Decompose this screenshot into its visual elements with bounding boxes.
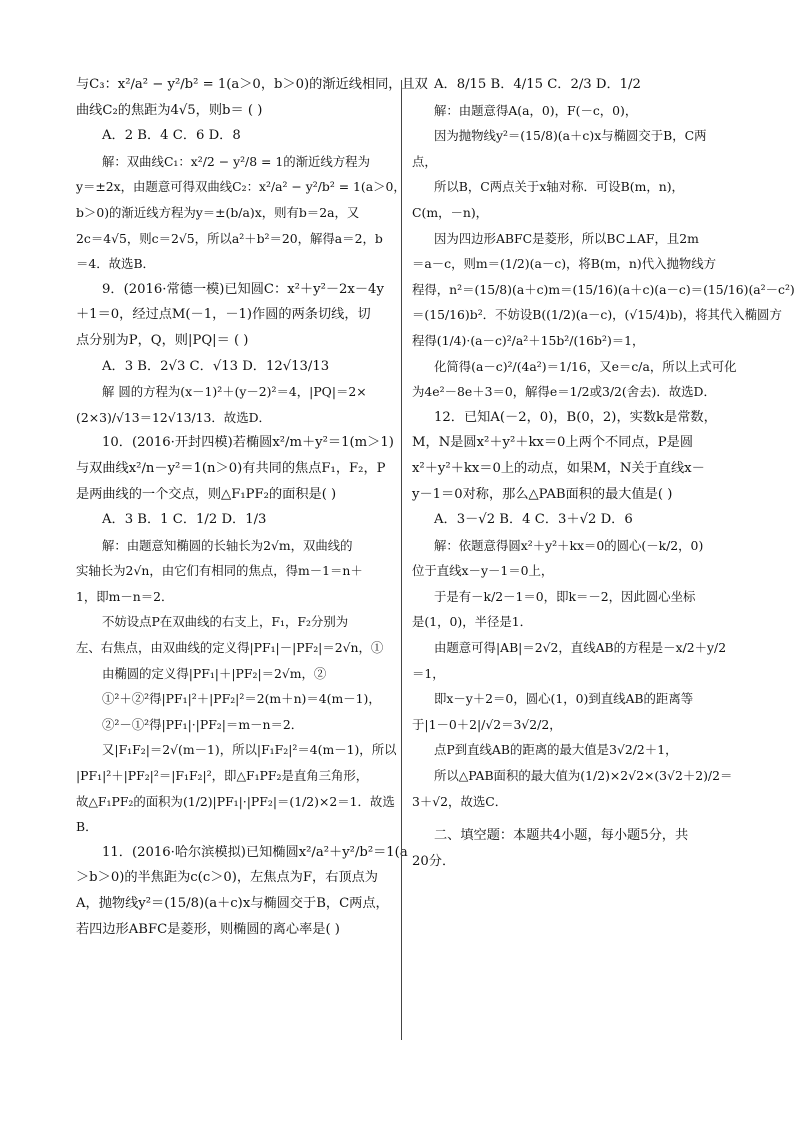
- solution-line: 是(1，0)，半径是1．: [412, 614, 533, 630]
- question-line: ＞b＞0)的半焦距为c(c＞0)，左焦点为F，右顶点为: [76, 870, 378, 886]
- solution-line: 为4e²－8e＋3＝0，解得e＝1/2或3/2(舍去)．故选D．: [412, 384, 716, 400]
- question-line: 二、填空题：本题共4小题，每小题5分，共: [434, 828, 689, 844]
- question-line: A．3 B．2√3 C．√13 D．12√13/13: [102, 358, 330, 374]
- solution-line: ②²－①²得|PF₁|·|PF₂|＝m－n＝2．: [102, 716, 304, 732]
- solution-line: 由椭圆的定义得|PF₁|＋|PF₂|＝2√m，②: [102, 665, 327, 681]
- question-line: A．8/15 B．4/15 C．2/3 D．1/2: [434, 77, 641, 92]
- question-line: ＋1＝0，经过点M(－1，－1)作圆的两条切线，切: [76, 307, 371, 323]
- question-line: 11．(2016·哈尔滨模拟)已知椭圆x²/a²＋y²/b²＝1(a: [102, 844, 408, 860]
- question-line: 若四边形ABFC是菱形，则椭圆的离心率是( ): [76, 921, 340, 937]
- solution-line: 解：依题意得圆x²＋y²＋kx＝0的圆心(－k/2，0): [434, 537, 704, 553]
- solution-line: 故△F₁PF₂的面积为(1/2)|PF₁|·|PF₂|＝(1/2)×2＝1．故选: [76, 793, 395, 809]
- solution-line: 2c＝4√5，则c＝2√5，所以a²＋b²＝20，解得a＝2，b: [76, 230, 383, 246]
- question-line: A．3 B．1 C．1/2 D．1/3: [102, 512, 267, 528]
- solution-line: 位于直线x－y－1＝0上，: [412, 563, 554, 579]
- solution-line: 程得，n²＝(15/8)(a＋c)m＝(15/16)(a＋c)(a－c)＝(15/16)(a²－c²): [412, 281, 795, 297]
- solution-line: B．: [76, 819, 98, 835]
- solution-line: ＝4．故选B．: [76, 256, 155, 272]
- question-line: A．2 B．4 C．6 D．8: [102, 128, 241, 144]
- question-line: 10．(2016·开封四模)若椭圆x²/m＋y²＝1(m＞1): [102, 435, 394, 451]
- solution-line: 点P到直线AB的距离的最大值是3√2/2＋1，: [434, 742, 678, 758]
- question-line: 曲线C₂的焦距为4√5，则b＝ ( ): [76, 102, 263, 118]
- solution-line: 3＋√2，故选C．: [412, 793, 508, 809]
- question-line: 点分别为P，Q，则|PQ|＝ ( ): [76, 332, 249, 348]
- question-line: M，N是圆x²＋y²＋kx＝0上两个不同点，P是圆: [412, 435, 694, 451]
- question-line: 20分．: [412, 853, 456, 869]
- question-line: A．3－√2 B．4 C．3＋√2 D．6: [434, 512, 633, 528]
- solution-line: |PF₁|²＋|PF₂|²＝|F₁F₂|²，即△F₁PF₂是直角三角形，: [76, 768, 369, 784]
- solution-line: y＝±2x，由题意可得双曲线C₂：x²/a² − y²/b² = 1(a＞0，: [76, 179, 406, 195]
- solution-line: ＝1，: [412, 665, 445, 681]
- question-line: 是两曲线的一个交点，则△F₁PF₂的面积是( ): [76, 486, 337, 502]
- solution-line: 1，即m－n＝2．: [76, 588, 174, 604]
- solution-line: b＞0)的渐近线方程为y＝±(b/a)x，则有b＝2a，又: [76, 204, 360, 220]
- question-line: 与C₃：x²/a² − y²/b² = 1(a＞0，b＞0)的渐近线相同，且双: [76, 77, 428, 92]
- solution-line: 于|1－0＋2|/√2＝3√2/2，: [412, 716, 562, 732]
- solution-line: (2×3)/√13＝12√13/13．故选D．: [76, 409, 271, 425]
- question-line: y－1＝0对称，那么△PAB面积的最大值是( ): [412, 486, 673, 502]
- solution-line: 于是有－k/2－1＝0，即k＝－2，因此圆心坐标: [434, 588, 696, 604]
- solution-line: 因为抛物线y²＝(15/8)(a＋c)x与椭圆交于B，C两: [434, 128, 707, 144]
- column-divider: [401, 80, 402, 1040]
- solution-line: 解：由题意知椭圆的长轴长为2√m，双曲线的: [102, 537, 353, 553]
- left-column: [76, 72, 428, 942]
- solution-line: 因为四边形ABFC是菱形，所以BC⊥AF，且2m: [434, 230, 699, 246]
- solution-line: 即x－y＋2＝0，圆心(1，0)到直线AB的距离等: [434, 691, 694, 707]
- solution-line: 程得(1/4)·(a－c)²/a²＋15b²/(16b²)＝1，: [412, 332, 645, 348]
- question-line: [412, 814, 720, 823]
- question-line: x²＋y²＋kx＝0上的动点，如果M，N关于直线x－: [412, 460, 705, 476]
- solution-line: 又|F₁F₂|＝2√(m－1)，所以|F₁F₂|²＝4(m－1)，所以: [102, 742, 397, 758]
- solution-line: 所以△PAB面积的最大值为(1/2)×2√2×(3√2＋2)/2＝: [434, 768, 733, 784]
- solution-line: 解：由题意得A(a，0)，F(－c，0)，: [434, 102, 638, 118]
- question-line: 12．已知A(－2，0)，B(0，2)，实数k是常数，: [434, 409, 717, 425]
- solution-line: C(m，－n)，: [412, 204, 489, 220]
- solution-line: 实轴长为2√n，由它们有相同的焦点，得m－1＝n＋: [76, 563, 363, 579]
- solution-line: 解：双曲线C₁：x²/2 − y²/8 = 1的渐近线方程为: [102, 153, 370, 169]
- question-line: 9．(2016·常德一模)已知圆C：x²＋y²－2x－4y: [102, 281, 384, 297]
- right-column: [412, 72, 795, 874]
- solution-line: 由题意可得|AB|＝2√2，直线AB的方程是－x/2＋y/2: [434, 640, 727, 656]
- solution-line: 点，: [412, 153, 437, 169]
- solution-line: 所以B，C两点关于x轴对称．可设B(m，n)，: [434, 179, 684, 195]
- question-line: A，抛物线y²＝(15/8)(a＋c)x与椭圆交于B，C两点，: [76, 896, 389, 911]
- solution-line: ＝(15/16)b²．不妨设B((1/2)(a－c)，(√15/4)b)，将其代入椭圆方: [412, 307, 782, 323]
- solution-line: 化简得(a－c)²/(4a²)＝1/16，又e＝c/a，所以上式可化: [434, 358, 737, 374]
- solution-line: ①²＋②²得|PF₁|²＋|PF₂|²＝2(m＋n)＝4(m－1)，: [102, 691, 381, 707]
- question-line: 与双曲线x²/n－y²＝1(n＞0)有共同的焦点F₁，F₂，P: [76, 460, 386, 476]
- solution-line: 不妨设点P在双曲线的右支上，F₁，F₂分别为: [102, 614, 349, 630]
- solution-line: 左、右焦点，由双曲线的定义得|PF₁|－|PF₂|＝2√n，①: [76, 640, 384, 656]
- solution-line: 解 圆的方程为(x－1)²＋(y－2)²＝4，|PQ|＝2×: [102, 384, 367, 400]
- solution-line: ＝a－c，则m＝(1/2)(a－c)，将B(m，n)代入抛物线方: [412, 256, 717, 272]
